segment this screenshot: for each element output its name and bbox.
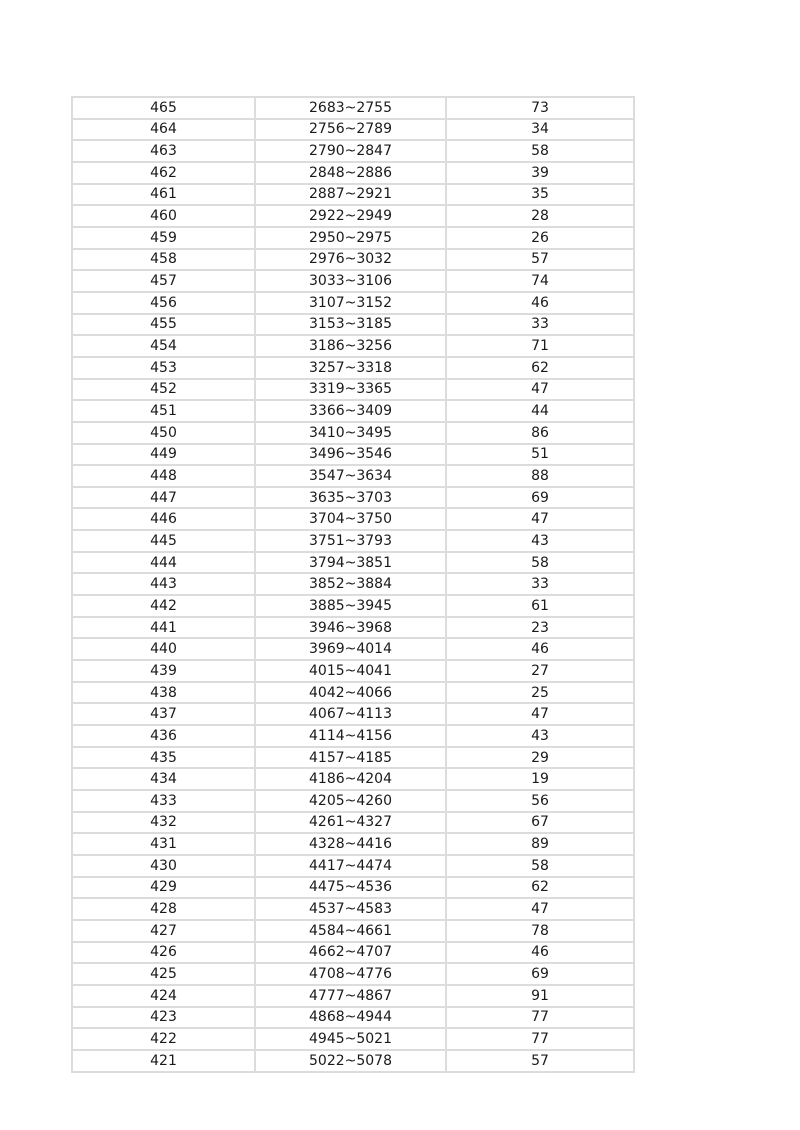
count-cell: 43 xyxy=(446,725,634,747)
score-cell: 436 xyxy=(72,725,255,747)
score-cell: 435 xyxy=(72,747,255,769)
score-cell: 423 xyxy=(72,1007,255,1029)
count-cell: 89 xyxy=(446,833,634,855)
rank-range-cell: 3946~3968 xyxy=(255,617,446,639)
table-row xyxy=(72,357,634,379)
table-row xyxy=(72,119,634,141)
count-cell: 44 xyxy=(446,400,634,422)
rank-range-cell: 3410~3495 xyxy=(255,422,446,444)
table-row xyxy=(72,898,634,920)
count-cell: 46 xyxy=(446,942,634,964)
table-row xyxy=(72,1050,634,1072)
rank-range-cell: 4868~4944 xyxy=(255,1007,446,1029)
table-row xyxy=(72,790,634,812)
rank-range-cell: 2887~2921 xyxy=(255,184,446,206)
score-cell: 456 xyxy=(72,292,255,314)
table-row xyxy=(72,530,634,552)
rank-range-cell: 4662~4707 xyxy=(255,942,446,964)
score-cell: 461 xyxy=(72,184,255,206)
table-row xyxy=(72,942,634,964)
table-row xyxy=(72,1028,634,1050)
score-cell: 446 xyxy=(72,508,255,530)
count-cell: 71 xyxy=(446,335,634,357)
score-cell: 447 xyxy=(72,487,255,509)
score-cell: 463 xyxy=(72,140,255,162)
table-row xyxy=(72,270,634,292)
count-cell: 47 xyxy=(446,508,634,530)
rank-range-cell: 3885~3945 xyxy=(255,595,446,617)
table-row xyxy=(72,552,634,574)
count-cell: 69 xyxy=(446,963,634,985)
score-cell: 462 xyxy=(72,162,255,184)
score-cell: 442 xyxy=(72,595,255,617)
rank-range-cell: 4157~4185 xyxy=(255,747,446,769)
count-cell: 47 xyxy=(446,898,634,920)
table-row xyxy=(72,205,634,227)
count-cell: 61 xyxy=(446,595,634,617)
rank-range-cell: 4417~4474 xyxy=(255,855,446,877)
rank-range-cell: 3969~4014 xyxy=(255,638,446,660)
rank-range-cell: 3319~3365 xyxy=(255,379,446,401)
table-row xyxy=(72,292,634,314)
rank-range-cell: 3366~3409 xyxy=(255,400,446,422)
score-cell: 441 xyxy=(72,617,255,639)
count-cell: 88 xyxy=(446,465,634,487)
rank-range-cell: 4475~4536 xyxy=(255,877,446,899)
table-row xyxy=(72,249,634,271)
score-cell: 421 xyxy=(72,1050,255,1072)
table-row xyxy=(72,487,634,509)
rank-range-cell: 3107~3152 xyxy=(255,292,446,314)
count-cell: 28 xyxy=(446,205,634,227)
score-cell: 426 xyxy=(72,942,255,964)
table-row xyxy=(72,227,634,249)
table-row xyxy=(72,747,634,769)
score-cell: 454 xyxy=(72,335,255,357)
count-cell: 47 xyxy=(446,379,634,401)
count-cell: 19 xyxy=(446,768,634,790)
table-row xyxy=(72,703,634,725)
rank-range-cell: 4777~4867 xyxy=(255,985,446,1007)
rank-range-cell: 4042~4066 xyxy=(255,682,446,704)
table-row xyxy=(72,985,634,1007)
count-cell: 46 xyxy=(446,292,634,314)
count-cell: 33 xyxy=(446,573,634,595)
table-row xyxy=(72,963,634,985)
count-cell: 46 xyxy=(446,638,634,660)
count-cell: 67 xyxy=(446,812,634,834)
count-cell: 58 xyxy=(446,855,634,877)
count-cell: 33 xyxy=(446,314,634,336)
table-row xyxy=(72,920,634,942)
table-row xyxy=(72,682,634,704)
count-cell: 25 xyxy=(446,682,634,704)
table-row xyxy=(72,314,634,336)
score-cell: 434 xyxy=(72,768,255,790)
count-cell: 57 xyxy=(446,1050,634,1072)
rank-range-cell: 2950~2975 xyxy=(255,227,446,249)
score-rank-table-body xyxy=(72,97,634,1072)
rank-range-cell: 3496~3546 xyxy=(255,444,446,466)
rank-range-cell: 4537~4583 xyxy=(255,898,446,920)
rank-range-cell: 2790~2847 xyxy=(255,140,446,162)
rank-range-cell: 3794~3851 xyxy=(255,552,446,574)
score-cell: 459 xyxy=(72,227,255,249)
count-cell: 51 xyxy=(446,444,634,466)
rank-range-cell: 3852~3884 xyxy=(255,573,446,595)
rank-range-cell: 4945~5021 xyxy=(255,1028,446,1050)
rank-range-cell: 2756~2789 xyxy=(255,119,446,141)
count-cell: 78 xyxy=(446,920,634,942)
table-row xyxy=(72,617,634,639)
count-cell: 43 xyxy=(446,530,634,552)
score-cell: 445 xyxy=(72,530,255,552)
count-cell: 56 xyxy=(446,790,634,812)
score-cell: 431 xyxy=(72,833,255,855)
count-cell: 39 xyxy=(446,162,634,184)
rank-range-cell: 3153~3185 xyxy=(255,314,446,336)
rank-range-cell: 2922~2949 xyxy=(255,205,446,227)
score-cell: 432 xyxy=(72,812,255,834)
table-row xyxy=(72,508,634,530)
table-row xyxy=(72,573,634,595)
rank-range-cell: 4114~4156 xyxy=(255,725,446,747)
rank-range-cell: 3547~3634 xyxy=(255,465,446,487)
count-cell: 91 xyxy=(446,985,634,1007)
score-cell: 424 xyxy=(72,985,255,1007)
rank-range-cell: 3033~3106 xyxy=(255,270,446,292)
count-cell: 29 xyxy=(446,747,634,769)
count-cell: 62 xyxy=(446,357,634,379)
table-row xyxy=(72,335,634,357)
count-cell: 58 xyxy=(446,140,634,162)
table-row xyxy=(72,140,634,162)
rank-range-cell: 4261~4327 xyxy=(255,812,446,834)
table-row xyxy=(72,833,634,855)
count-cell: 73 xyxy=(446,97,634,119)
table-row xyxy=(72,400,634,422)
count-cell: 69 xyxy=(446,487,634,509)
score-cell: 422 xyxy=(72,1028,255,1050)
count-cell: 27 xyxy=(446,660,634,682)
table-row xyxy=(72,444,634,466)
table-row xyxy=(72,725,634,747)
score-cell: 464 xyxy=(72,119,255,141)
score-cell: 458 xyxy=(72,249,255,271)
score-cell: 438 xyxy=(72,682,255,704)
table-row xyxy=(72,638,634,660)
table-row xyxy=(72,465,634,487)
table-row xyxy=(72,812,634,834)
table-row xyxy=(72,877,634,899)
rank-range-cell: 4584~4661 xyxy=(255,920,446,942)
score-cell: 449 xyxy=(72,444,255,466)
score-cell: 460 xyxy=(72,205,255,227)
score-cell: 428 xyxy=(72,898,255,920)
count-cell: 57 xyxy=(446,249,634,271)
table-row xyxy=(72,855,634,877)
count-cell: 58 xyxy=(446,552,634,574)
score-cell: 425 xyxy=(72,963,255,985)
score-cell: 440 xyxy=(72,638,255,660)
rank-range-cell: 2976~3032 xyxy=(255,249,446,271)
count-cell: 86 xyxy=(446,422,634,444)
score-cell: 443 xyxy=(72,573,255,595)
count-cell: 77 xyxy=(446,1007,634,1029)
table-row xyxy=(72,162,634,184)
rank-range-cell: 3257~3318 xyxy=(255,357,446,379)
rank-range-cell: 3704~3750 xyxy=(255,508,446,530)
rank-range-cell: 4186~4204 xyxy=(255,768,446,790)
score-cell: 430 xyxy=(72,855,255,877)
count-cell: 62 xyxy=(446,877,634,899)
score-rank-table xyxy=(71,96,635,1073)
rank-range-cell: 4708~4776 xyxy=(255,963,446,985)
table-row xyxy=(72,184,634,206)
table-row xyxy=(72,422,634,444)
score-cell: 433 xyxy=(72,790,255,812)
score-cell: 452 xyxy=(72,379,255,401)
score-cell: 448 xyxy=(72,465,255,487)
rank-range-cell: 4067~4113 xyxy=(255,703,446,725)
score-cell: 453 xyxy=(72,357,255,379)
table-row xyxy=(72,595,634,617)
rank-range-cell: 3751~3793 xyxy=(255,530,446,552)
score-cell: 437 xyxy=(72,703,255,725)
table-row xyxy=(72,379,634,401)
rank-range-cell: 4205~4260 xyxy=(255,790,446,812)
rank-range-cell: 5022~5078 xyxy=(255,1050,446,1072)
table-row xyxy=(72,1007,634,1029)
score-cell: 450 xyxy=(72,422,255,444)
table-row xyxy=(72,768,634,790)
score-cell: 444 xyxy=(72,552,255,574)
count-cell: 23 xyxy=(446,617,634,639)
score-cell: 427 xyxy=(72,920,255,942)
count-cell: 74 xyxy=(446,270,634,292)
score-cell: 451 xyxy=(72,400,255,422)
count-cell: 77 xyxy=(446,1028,634,1050)
rank-range-cell: 4328~4416 xyxy=(255,833,446,855)
table-row xyxy=(72,660,634,682)
count-cell: 26 xyxy=(446,227,634,249)
score-cell: 455 xyxy=(72,314,255,336)
count-cell: 34 xyxy=(446,119,634,141)
rank-range-cell: 2683~2755 xyxy=(255,97,446,119)
rank-range-cell: 4015~4041 xyxy=(255,660,446,682)
count-cell: 35 xyxy=(446,184,634,206)
rank-range-cell: 2848~2886 xyxy=(255,162,446,184)
score-cell: 465 xyxy=(72,97,255,119)
score-cell: 439 xyxy=(72,660,255,682)
count-cell: 47 xyxy=(446,703,634,725)
score-cell: 429 xyxy=(72,877,255,899)
rank-range-cell: 3186~3256 xyxy=(255,335,446,357)
table-row xyxy=(72,97,634,119)
score-cell: 457 xyxy=(72,270,255,292)
rank-range-cell: 3635~3703 xyxy=(255,487,446,509)
